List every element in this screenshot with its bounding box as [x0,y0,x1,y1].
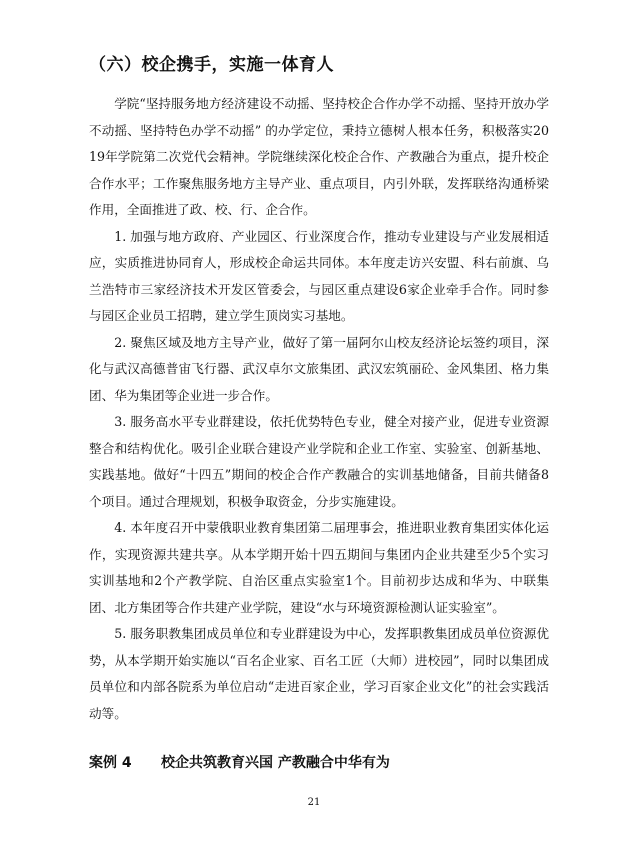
body-text [89,91,549,727]
paragraph-intro: 学院“坚持服务地方经济建设不动摇、坚持校企合作办学不动摇、坚持开放办学不动摇、坚持特色办学不动摇” 的办学定位，秉持立德树人根本任务，积极落实2019年学院第二次党代会精神。学院继续深化校企合作、产教融合为重点，提升校企合作水平；工作聚焦服务地方主导产业、重点项目，内引外联，发挥联络沟通桥梁作用，全面推进了政、校、行、企合作。 [89,96,549,217]
paragraph-item-5: 5. 服务职教集团成员单位和专业群建设为中心，发挥职教集团成员单位资源优势，从本学期开始实施以“百名企业家、百名工匠（大师）进校园”，同时以集团成员单位和内部各院系为单位启动“走进百家企业，学习百家企业文化”的社会实践活动等。 [89,626,549,721]
section-heading: （六）校企携手，实施一体育人 [89,55,334,75]
case-heading [89,752,390,772]
paragraph-item-1: 1. 加强与地方政府、产业园区、行业深度合作，推动专业建设与产业发展相适应，实质推进协同育人，形成校企命运共同体。本年度走访兴安盟、科右前旗、乌兰浩特市三家经济技术开发区管委会，与园区重点建设6家企业牵手合作。同时参与园区企业员工招聘，建立学生顶岗实习基地。 [89,228,549,323]
page-number: 21 [307,797,321,808]
case-title: 校企共筑教育兴国 产教融合中华有为 [161,755,390,771]
paragraph-item-3: 3. 服务高水平专业群建设，依托优势特色专业，健全对接产业，促进专业资源整合和结构优化。吸引企业联合建设产业学院和企业工作室、实验室、创新基地、实践基地。做好“十四五”期间的校企合作产教融合的实训基地储备，目前共储备8个项目。通过合理规划，积极争取资金，分步实施建设。 [89,414,549,509]
paragraph-item-2: 2. 聚焦区域及地方主导产业，做好了第一届阿尔山校友经济论坛签约项目，深化与武汉高德普宙飞行器、武汉卓尔文旅集团、武汉宏筑丽砼、金风集团、格力集团、华为集团等企业进一步合作。 [89,334,549,403]
paragraph-item-4: 4. 本年度召开中蒙俄职业教育集团第二届理事会，推进职业教育集团实体化运作，实现资源共建共享。从本学期开始十四五期间与集团内企业共建至少5个实习实训基地和2个产教学院、自治区重点实验室1个。目前初步达成和华为、中联集团、北方集团等合作共建产业学院，建设“水与环境资源检测认证实验室”。 [89,520,549,615]
case-label: 案例 4 [89,755,132,771]
